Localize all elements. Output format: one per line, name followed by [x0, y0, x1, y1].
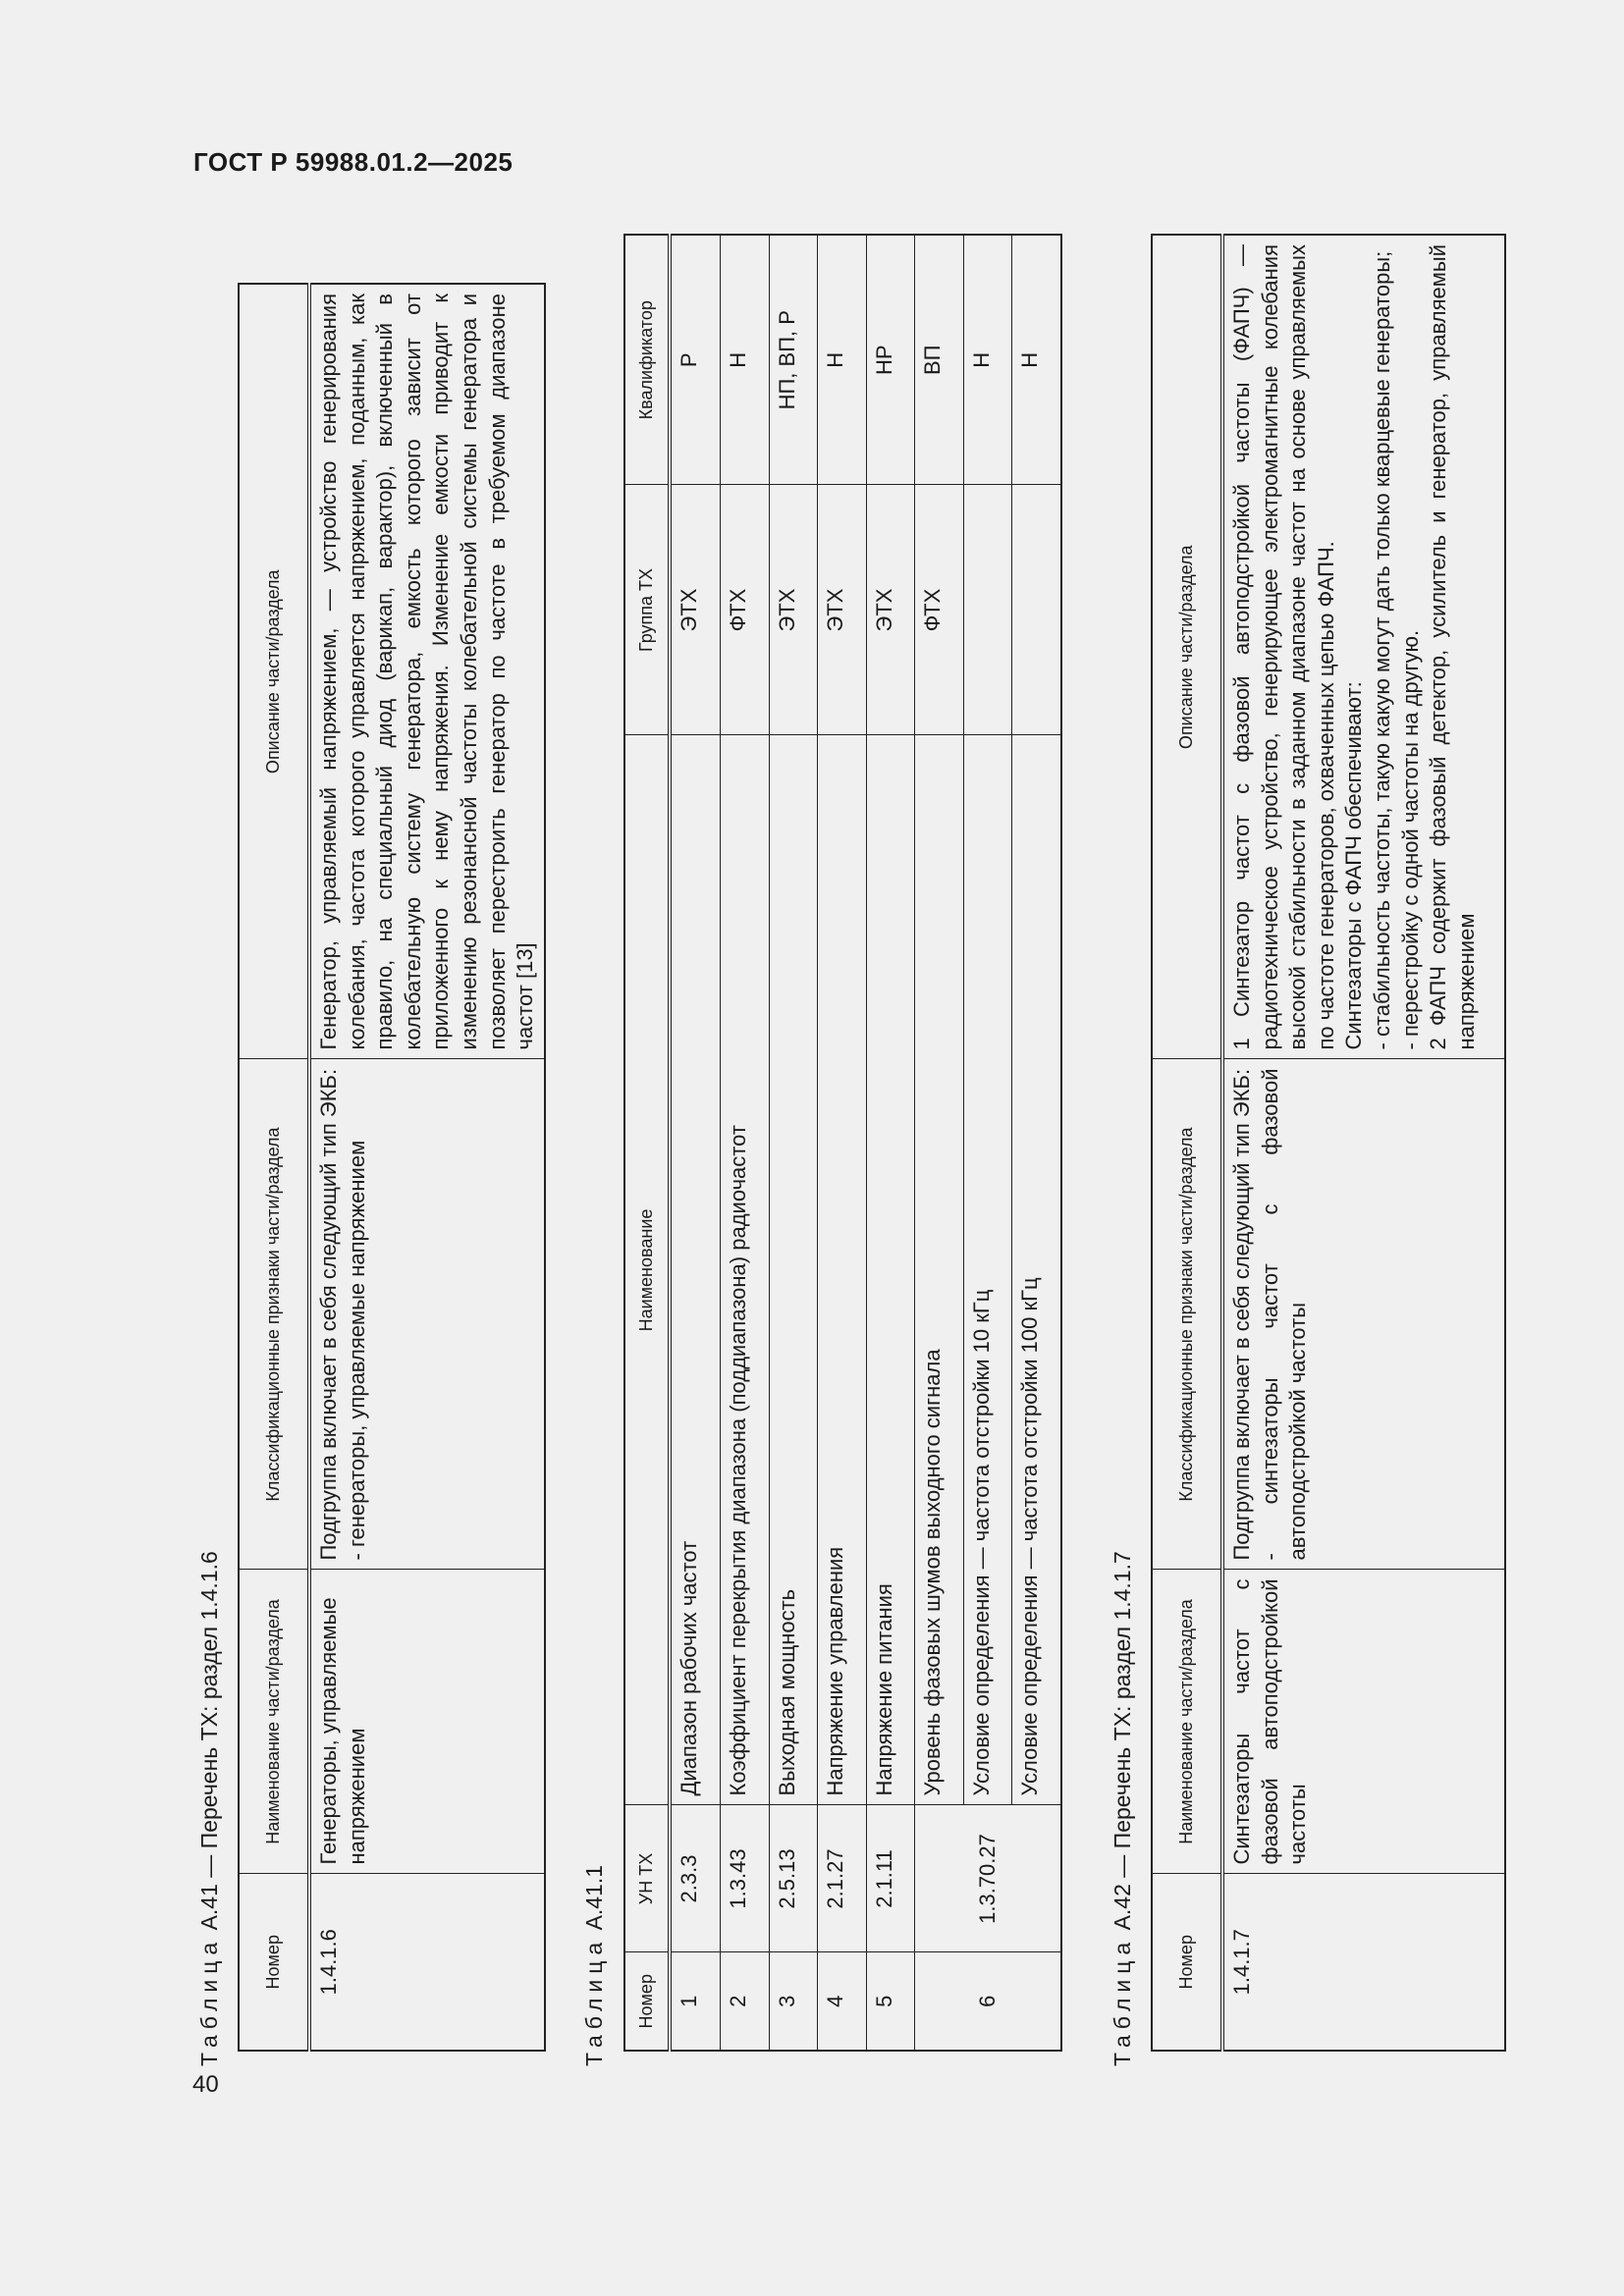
- caption-prefix: Таблица: [1110, 1936, 1135, 2066]
- description-line: 2 ФАПЧ содержит фазовый детектор, усилитель и генератор, управляемый напряжением: [1426, 244, 1479, 1050]
- cell-code: 1.3.43: [721, 1805, 770, 1952]
- caption-prefix: Таблица: [196, 1936, 222, 2066]
- header-description: Описание части/раздела: [239, 284, 309, 1059]
- document-header: ГОСТ Р 59988.01.2—2025: [193, 147, 514, 177]
- features-line: - генераторы, управляемые напряжением: [344, 1140, 369, 1561]
- cell-name: Напряжение управления: [818, 735, 867, 1805]
- table-row: [769, 235, 818, 2051]
- features-line: Подгруппа включает в себя следующий тип ЭКБ:: [316, 1068, 341, 1561]
- row-name: Синтезаторы частот с фазовой автоподстройкой частоты: [1222, 1570, 1505, 1874]
- row-features: [309, 1059, 545, 1570]
- table-a42: [1151, 234, 1506, 2052]
- header-number: Номер: [1152, 1874, 1222, 2051]
- table-row: [915, 235, 964, 2051]
- row-description: [1222, 235, 1505, 1059]
- header-name: Наименование: [624, 735, 670, 1805]
- cell-code: 2.5.13: [769, 1805, 818, 1952]
- table-subrow: [963, 235, 1012, 2051]
- cell-group: ЭТХ: [866, 485, 915, 735]
- cell-name: Условие определения — частота отстройки 100 кГц: [1012, 735, 1061, 1805]
- cell-group: [963, 485, 1012, 735]
- table-a41-caption: [196, 1551, 223, 2066]
- row-number: 1.4.1.7: [1222, 1874, 1505, 2051]
- table-a42-caption: [1110, 1551, 1136, 2066]
- header-group: Группа ТХ: [624, 485, 670, 735]
- cell-code: 1.3.70.27: [915, 1805, 1061, 1952]
- header-number: Номер: [624, 1952, 670, 2051]
- cell-code: 2.3.3: [670, 1805, 721, 1952]
- cell-qualifier: Н: [818, 235, 867, 485]
- description-line: - перестройку с одной частоты на другую.: [1397, 629, 1423, 1050]
- description-line: 1 Синтезатор частот с фазовой автоподстройкой частоты (ФАПЧ) — радиотехническое устройство, генерирующее электромагнитные колебания высокой стабильности в заданном диапазоне частот на основе управляемых по частоте генераторов, охваченных цепью ФАПЧ.: [1229, 244, 1338, 1050]
- table-row: [670, 235, 721, 2051]
- table-row: [818, 235, 867, 2051]
- header-code: УН ТХ: [624, 1805, 670, 1952]
- caption-text: А.42 — Перечень ТХ: раздел 1.4.1.7: [1110, 1551, 1135, 1931]
- cell-code: 2.1.27: [818, 1805, 867, 1952]
- header-features: Классификационные признаки части/раздела: [1152, 1059, 1222, 1570]
- cell-number: 3: [769, 1952, 818, 2051]
- page-number: 40: [192, 2071, 219, 2098]
- cell-number: 1: [670, 1952, 721, 2051]
- cell-qualifier: НР: [866, 235, 915, 485]
- cell-name: Напряжение питания: [866, 735, 915, 1805]
- row-description: Генератор, управляемый напряжением, — устройство генерирования колебания, частота которого управляется напряжением, поданным, как правило, на специальный диод (варикап, варактор), включенный в колебательную систему генератора, емкость которого зависит от приложенного к нему напряжения. Изменение емкости приводит к изменению резонансной частоты колебательной системы генератора и позволяет перестроить генератор по частоте в требуемом диапазоне частот [13]: [309, 284, 545, 1059]
- features-line: - синтезаторы частот с фазовой автоподстройкой частоты: [1257, 1068, 1311, 1561]
- cell-number: 2: [721, 1952, 770, 2051]
- header-description: Описание части/раздела: [1152, 235, 1222, 1059]
- cell-qualifier: Р: [670, 235, 721, 485]
- cell-qualifier: НП, ВП, Р: [769, 235, 818, 485]
- table-subrow: [1012, 235, 1061, 2051]
- description-line: Синтезаторы с ФАПЧ обеспечивают:: [1341, 681, 1367, 1050]
- cell-group: ЭТХ: [818, 485, 867, 735]
- cell-qualifier: Н: [721, 235, 770, 485]
- description-line: - стабильность частоты, такую какую могут дать только кварцевые генераторы;: [1369, 250, 1394, 1050]
- cell-group: ФТХ: [915, 485, 964, 735]
- caption-text: А.41.1: [581, 1864, 607, 1931]
- header-name: Наименование части/раздела: [239, 1570, 309, 1874]
- table-a411-caption: [581, 1865, 608, 2066]
- header-features: Классификационные признаки части/раздела: [239, 1059, 309, 1570]
- header-name: Наименование части/раздела: [1152, 1570, 1222, 1874]
- cell-name: Диапазон рабочих частот: [670, 735, 721, 1805]
- cell-name: Уровень фазовых шумов выходного сигнала: [915, 735, 964, 1805]
- header-qualifier: Квалификатор: [624, 235, 670, 485]
- caption-text: А.41 — Перечень ТХ: раздел 1.4.1.6: [196, 1551, 222, 1931]
- cell-qualifier: Н: [1012, 235, 1061, 485]
- rotated-page-content: [187, 10, 1542, 2071]
- cell-number: 4: [818, 1952, 867, 2051]
- table-a411: [623, 234, 1062, 2052]
- features-line: Подгруппа включает в себя следующий тип ЭКБ:: [1229, 1068, 1254, 1561]
- cell-number: 5: [866, 1952, 915, 2051]
- table-row: [866, 235, 915, 2051]
- cell-name: Условие определения — частота отстройки 10 кГц: [963, 735, 1012, 1805]
- row-number: 1.4.1.6: [309, 1874, 545, 2051]
- cell-number: 6: [915, 1952, 1061, 2051]
- header-number: Номер: [239, 1874, 309, 2051]
- cell-qualifier: ВП: [915, 235, 964, 485]
- cell-name: Выходная мощность: [769, 735, 818, 1805]
- cell-group: ЭТХ: [670, 485, 721, 735]
- cell-code: 2.1.11: [866, 1805, 915, 1952]
- cell-group: ЭТХ: [769, 485, 818, 735]
- row-name: Генераторы, управляемые напряжением: [309, 1570, 545, 1874]
- row-features: [1222, 1059, 1505, 1570]
- cell-group: [1012, 485, 1061, 735]
- cell-group: ФТХ: [721, 485, 770, 735]
- table-row: [721, 235, 770, 2051]
- caption-prefix: Таблица: [581, 1936, 607, 2066]
- table-a41: [238, 283, 546, 2052]
- cell-qualifier: Н: [963, 235, 1012, 485]
- cell-name: Коэффициент перекрытия диапазона (поддиапазона) радиочастот: [721, 735, 770, 1805]
